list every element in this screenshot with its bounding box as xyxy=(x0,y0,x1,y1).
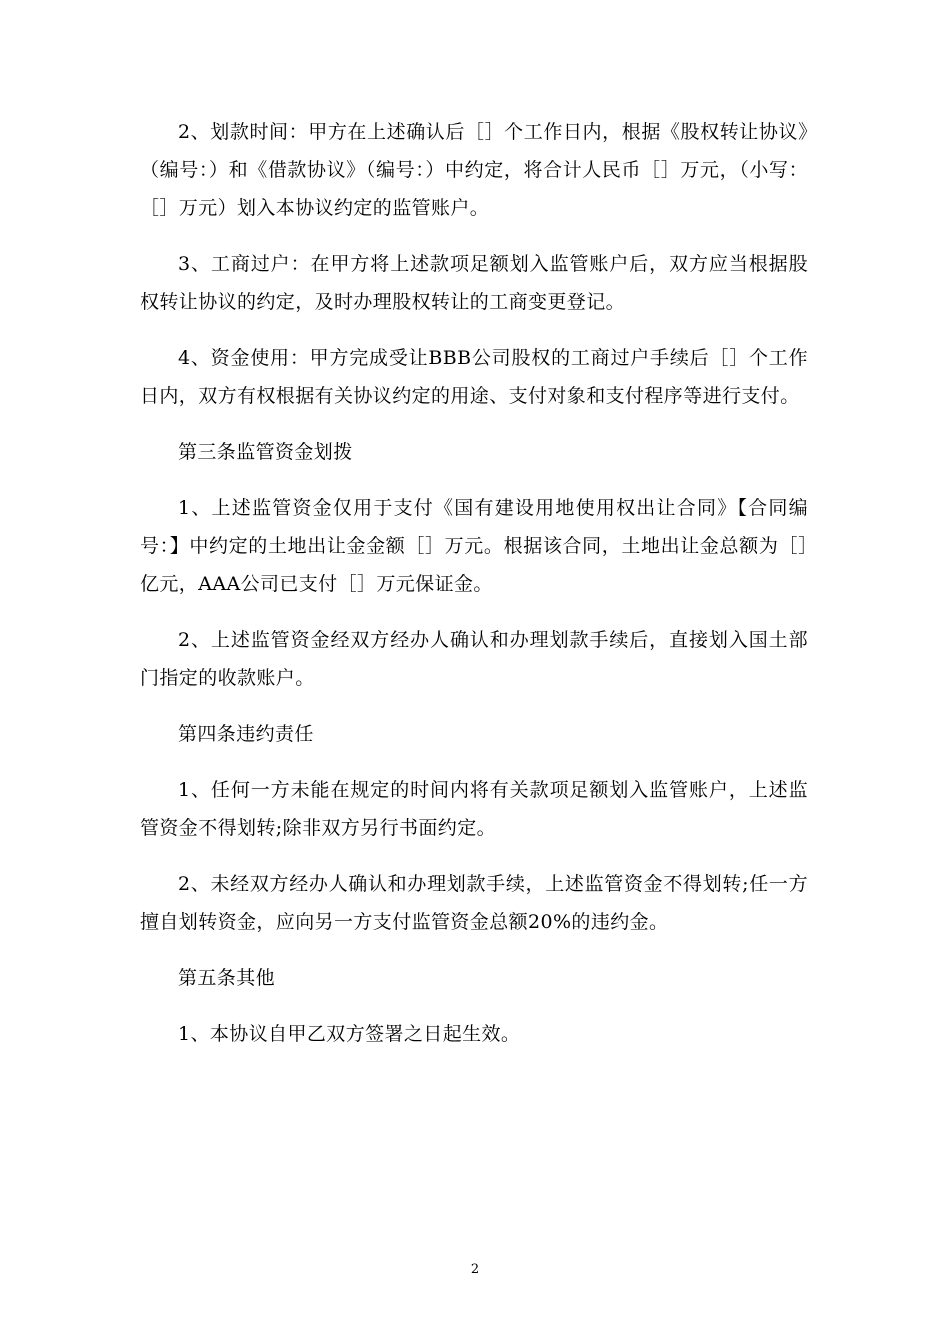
clause-fund-usage: 4、资金使用：甲方完成受让BBB公司股权的工商过户手续后［］个工作日内，双方有权根据有关协议约定的用途、支付对象和支付程序等进行支付。 xyxy=(140,347,808,407)
clause-breach-1: 1、任何一方未能在规定的时间内将有关款项足额划入监管账户，上述监管资金不得划转;除非双方另行书面约定。 xyxy=(140,779,808,839)
section-heading-article-3: 第三条监管资金划拨 xyxy=(178,441,353,463)
clause-payment-time: 2、划款时间：甲方在上述确认后［］个工作日内，根据《股权转让协议》（编号：）和《借款协议》（编号：）中约定，将合计人民币［］万元，（小写：［］万元）划入本协议约定的监管账户。 xyxy=(140,121,808,219)
clause-breach-2: 2、未经双方经办人确认和办理划款手续，上述监管资金不得划转;任一方擅自划转资金，应向另一方支付监管资金总额20%的违约金。 xyxy=(140,873,808,933)
page-number: 2 xyxy=(470,1262,480,1277)
clause-business-transfer: 3、工商过户：在甲方将上述款项足额划入监管账户后，双方应当根据股权转让协议的约定，及时办理股权转让的工商变更登记。 xyxy=(140,253,808,313)
section-heading-article-4: 第四条违约责任 xyxy=(178,723,314,745)
clause-direct-transfer: 2、上述监管资金经双方经办人确认和办理划款手续后，直接划入国土部门指定的收款账户。 xyxy=(140,629,808,689)
section-heading-article-5: 第五条其他 xyxy=(178,967,276,989)
document-page xyxy=(140,113,808,1071)
clause-land-grant-payment: 1、上述监管资金仅用于支付《国有建设用地使用权出让合同》【合同编号：】中约定的土地出让金金额［］万元。根据该合同，土地出让金总额为［］亿元，AAA公司已支付［］万元保证金。 xyxy=(140,497,808,595)
clause-effective: 1、本协议自甲乙双方签署之日起生效。 xyxy=(178,1023,521,1045)
